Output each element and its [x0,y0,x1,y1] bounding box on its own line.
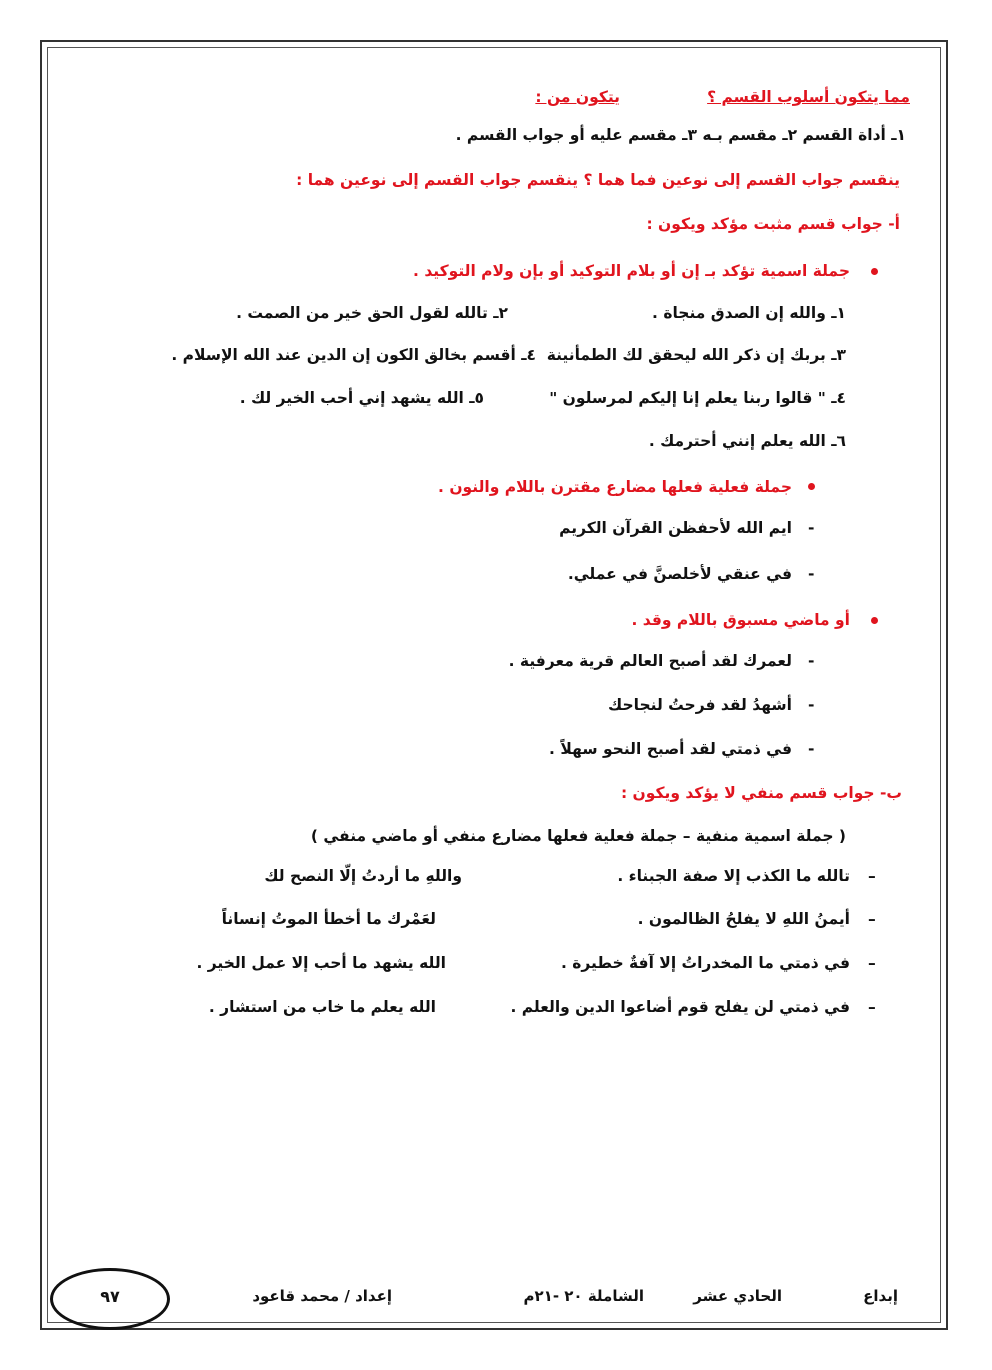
past-item-2: أشهدُ لقد فرحتُ لنجاحك [608,696,792,714]
past-item-1: لعمرك لقد أصبح العالم قرية معرفية . [508,652,792,670]
b-row-3-left: الله يشهد ما أحب إلا عمل الخير . [196,954,446,972]
dash-b-4: – [868,998,876,1016]
bullet-past [871,617,878,624]
past-item-3: في ذمتي لقد أصبح النحو سهلاً . [549,740,792,758]
b-row-2-right: أيمنُ اللهِ لا يفلحُ الظالمون . [637,910,850,928]
nominal-example-6: ٥ـ الله يشهد إني أحب الخير لك . [239,389,484,407]
dash-verbal-1: - [808,519,815,537]
footer-comprehensive: الشاملة ٢٠ -٢١م [523,1287,644,1305]
dash-past-2: - [808,696,815,714]
dash-b-1: – [868,867,876,885]
components-line: ١ـ أداة القسم ٢ـ مقسم بـه ٣ـ مقسم عليه أو جواب القسم . [455,126,906,144]
footer-ibda: إبداع [863,1287,898,1305]
footer-author: إعداد / محمد قاعود [252,1287,392,1305]
page-border-inner [47,47,941,1323]
b-row-2-left: لعَمْرك ما أخطأ الموتُ إنساناً [221,910,436,928]
verbal-item-1: ايم الله لأحفظن القرآن الكريم [559,519,792,537]
b-row-4-left: الله يعلم ما خاب من استشار . [208,998,436,1016]
nominal-title: جملة اسمية تؤكد بـ إن أو بلام التوكيد أو بإن ولام التوكيد . [413,262,850,280]
bullet-verbal [808,483,815,490]
dash-b-2: – [868,910,876,928]
section-b-title: ب- جواب قسم منفي لا يؤكد ويكون : [620,784,902,802]
nominal-example-5: ٤ـ " قالوا ربنا يعلم إنا إليكم لمرسلون " [549,389,846,407]
b-row-1-left: واللهِ ما أردتُ إلّا النصح لك [264,867,462,885]
b-row-3-right: في ذمتي ما المخدراتُ إلا آفةٌ خطيرة . [560,954,850,972]
b-row-1-right: تالله ما الكذب إلا صفة الجبناء . [617,867,850,885]
nominal-example-2: ٢ـ تالله لقول الحق خير من الصمت . [236,304,508,322]
verbal-item-2: في عنقي لأخلصنَّ في عملي. [567,565,792,583]
nominal-example-1: ١ـ والله إن الصدق منجاة . [652,304,846,322]
dash-past-3: - [808,740,815,758]
past-title: أو ماضي مسبوق باللام وقد . [631,611,850,629]
verbal-title: جملة فعلية فعلها مضارع مقترن باللام والنون . [438,478,792,496]
section-b-note: ( جملة اسمية منفية – جملة فعلية فعلها مضارع منفي أو ماضي منفي ) [310,827,846,845]
dash-verbal-2: - [808,565,815,583]
section-a-title: أ- جواب قسم مثبت مؤكد ويكون : [646,215,900,233]
nominal-example-4: ٤ـ أقسم بخالق الكون إن الدين عند الله الإسلام . [171,346,536,364]
division-question: ينقسم جواب القسم إلى نوعين فما هما ؟ ينقسم جواب القسم إلى نوعين هما : [296,171,900,189]
footer-grade: الحادي عشر [693,1287,782,1305]
bullet-nominal [871,268,878,275]
nominal-example-3: ٣ـ بربك إن ذكر الله ليحقق لك الطمأنينة [546,346,846,364]
b-row-4-right: في ذمتي لن يفلح قوم أضاعوا الدين والعلم . [510,998,850,1016]
heading-answer: يتكون من : [535,88,620,106]
dash-past-1: - [808,652,815,670]
heading-question: مما يتكون أسلوب القسم ؟ [707,88,910,106]
page-number: ٩٧ [100,1287,120,1306]
nominal-example-7: ٦ـ الله يعلم إنني أحترمك . [648,432,846,450]
dash-b-3: – [868,954,876,972]
